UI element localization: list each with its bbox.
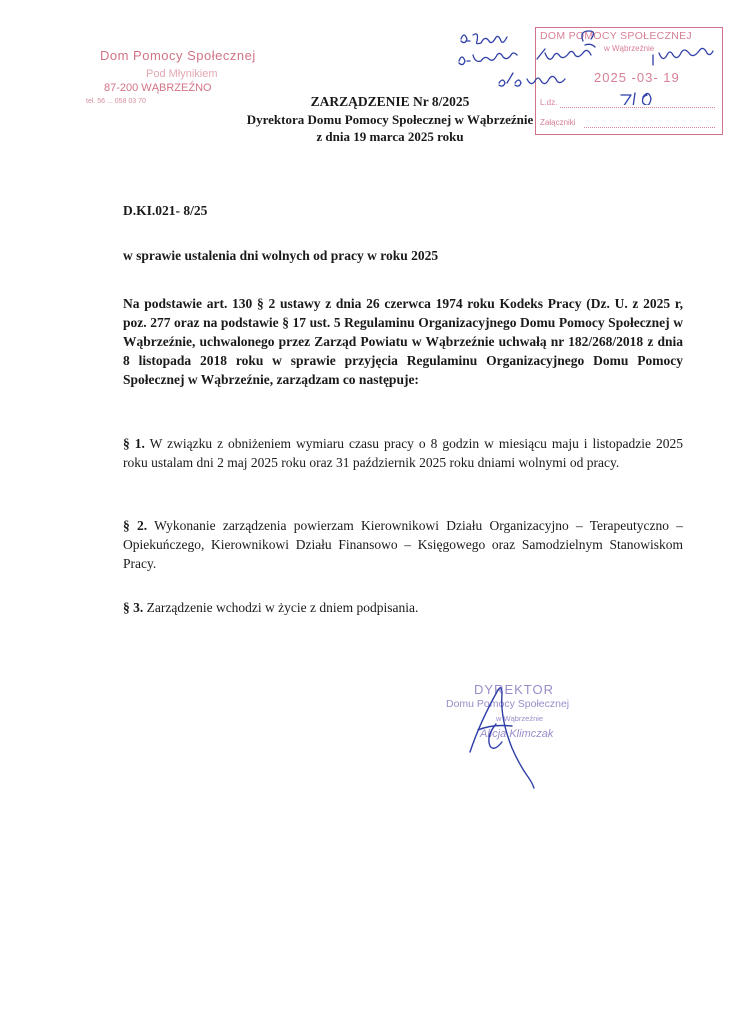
stamp-line: Domu Pomocy Społecznej bbox=[446, 698, 570, 710]
section-1 bbox=[123, 434, 683, 472]
stamp-date: 2025 -03- 19 bbox=[594, 70, 680, 85]
stamp-line: Alicja Klimczak bbox=[480, 728, 554, 740]
stamp-line: DOM POMOCY SPOŁECZNEJ bbox=[540, 30, 692, 42]
stamp-line: w Wąbrzeźnie bbox=[604, 44, 655, 53]
stamp-attachments-label: Załączniki bbox=[540, 118, 576, 127]
document-issuer: Dyrektora Domu Pomocy Społecznej w Wąbrzeźnie bbox=[246, 112, 534, 127]
document-date: z dnia 19 marca 2025 roku bbox=[316, 129, 464, 144]
stamp-dotted-line bbox=[560, 107, 715, 108]
stamp-line: Dom Pomocy Społecznej bbox=[100, 48, 256, 63]
section-3 bbox=[123, 598, 683, 617]
section-2 bbox=[123, 516, 683, 573]
stamp-ldz-label: L.dz. bbox=[540, 98, 558, 107]
legal-basis-paragraph: Na podstawie art. 130 § 2 ustawy z dnia 26 czerwca 1974 roku Kodeks Pracy (Dz. U. z 2025 r, poz. 277 oraz na podstawie § 17 ust. 5 Regulaminu Organizacyjnego Domu Pomocy Społecznej w Wąbrzeźnie, uchwalonego przez Zarząd Powiatu w Wąbrzeźnie uchwałą nr 182/268/2018 z dnia 8 listopada 2018 roku w sprawie przyjęcia Regulaminu Organizacyjnego Domu Pomocy Społecznej w Wąbrzeźnie, zarządzam co następuje: bbox=[123, 296, 683, 387]
stamp-line: w Wąbrzeźnie bbox=[496, 714, 544, 723]
stamp-line: tel. 56 ... 058 03 70 bbox=[86, 98, 146, 105]
section-text: Wykonanie zarządzenia powierzam Kierownikowi Działu Organizacyjno – Terapeutyczno – Opiekuńczego, Kierownikowi Działu Finansowo – Księgowego oraz Samodzielnym Stanowiskom Pracy. bbox=[123, 518, 683, 571]
section-label: § 2. bbox=[123, 518, 148, 533]
handwritten-signature bbox=[440, 680, 600, 790]
document-reference-number: D.KI.021- 8/25 bbox=[123, 203, 208, 218]
section-text: Zarządzenie wchodzi w życie z dniem podpisania. bbox=[146, 600, 419, 615]
stamp-line: 87-200 WĄBRZEŹNO bbox=[104, 82, 212, 94]
stamp-line: DYREKTOR bbox=[474, 682, 554, 697]
document-title: ZARZĄDZENIE Nr 8/2025 bbox=[310, 94, 470, 109]
document-header bbox=[230, 93, 550, 145]
section-label: § 3. bbox=[123, 600, 144, 615]
section-label: § 1. bbox=[123, 436, 145, 451]
stamp-line: Pod Młynikiem bbox=[146, 68, 218, 80]
document-subject: w sprawie ustalenia dni wolnych od pracy w roku 2025 bbox=[123, 248, 439, 263]
section-text: W związku z obniżeniem wymiaru czasu pracy o 8 godzin w miesiącu maju i listopadzie 2025 roku ustalam dni 2 maj 2025 roku oraz 31 październik 2025 roku dniami wolnymi od pracy. bbox=[123, 436, 684, 470]
stamp-dotted-line bbox=[584, 127, 715, 128]
